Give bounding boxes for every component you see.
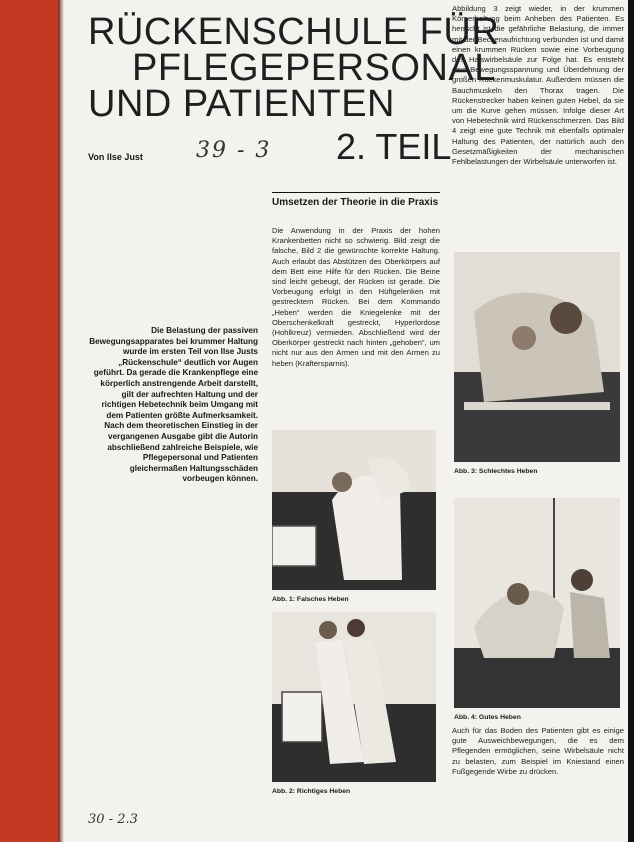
right-column-top-text: Abbildung 3 zeigt wieder, in der krummen Körperhaltung beim Anheben des Patienten. Es herrscht ist die gefährliche Belastung, die immer mit der Beckenaufrichtung verbunden ist und damit einen krummen Rücken sowie eine Vorbeugung des Halswirbelsäule zur Folge hat. Es entsteht eine Bewegungsspannung und Überdehnung der großen Rückenmuskulatur. Außerdem müssen die Bauchmuskeln den Thorax tragen. Die Rückenstrecker haben keinen guten Hebel, da sie um die Kurve gehen müssen. Infolge dieser Art von Hebetechnik wird Rückenschmerzen. Das Bild 4 zeigt eine gute Technik mit ebenfalls optimaler Haltung des Patienten, der natürlich auch den Gesetzmäßigkeiten der mechanischen Fehlbelastungen der Wirbelsäule unterworfen ist. — [452, 4, 624, 167]
title-line-1: RÜCKENSCHULE FÜR — [88, 11, 500, 53]
figure-3-photo — [454, 252, 620, 462]
title-line-3: UND PATIENTEN — [88, 83, 395, 125]
figure-2-photo — [272, 612, 436, 782]
figure-1-caption: Abb. 1: Falsches Heben — [272, 596, 349, 603]
right-column-bottom-text: Auch für das Boden des Patienten gibt es einige gute Ausweichbewegungen, die es dem Pflegenden ermöglichen, seine Wirbelsäule nicht zu belasten, zum Beispiel im Kniestand einen Fußgegende Wirbe zu drücken. — [452, 726, 624, 776]
right-column-bottom — [452, 726, 624, 777]
section-body — [272, 226, 440, 369]
lead-text: Die Belastung der passiven Bewegungsapparates bei krummer Haltung wurde im ersten Teil von Ilse Justs „Rückenschule“ deutlich vor Augen geführt. Da gerade die Krankenpflege eine körperlich anstrengende Arbeit darstellt, gilt der aufrechten Haltung und der richtigen Hebetechnik beim Umgang mit dem Patienten größte Aufmerksamkeit. Nach dem theoretischen Einstieg in der vergangenen Ausgabe gibt die Autorin abschließend zahlreiche Beispiele, wie Pflegepersonal und Patienten gleichermaßen Haltungsschäden vorbeugen können. — [89, 326, 258, 484]
section-body-text: Die Anwendung in der Praxis der hohen Krankenbetten nicht so schwierig. Bild zeigt die falsche, Bild 2 die gewünschte korrekte Haltung. Auch erlaubt das Abstützen des Oberkörpers auf dem Bett eine Hilfe für den Rücken. Die Beine sind leicht gebeugt, der Rücken ist gerade. Die Vorbeugung erfolgt in den Hüftgelenken mit gestrecktem Rücken. Bei dem Kommando „Heben“ werden die Kniegelenke mit der Oberschenkelkraft gestreckt, Hyperlordose (Hohlkreuz) vermieden. Abschließend wird der Oberkörper gestreckt nach hinten „gehoben“, um nicht nur aus den Armen und mit den Armen zu heben (Kraftersparnis). — [272, 226, 440, 368]
figure-1-photo — [272, 430, 436, 590]
figure-4-photo — [454, 498, 620, 708]
article-title — [88, 11, 500, 125]
part-label: 2. TEIL — [336, 126, 452, 167]
figure-2-caption: Abb. 2: Richtiges Heben — [272, 788, 351, 795]
page-number: 30 - 2.3 — [88, 812, 138, 827]
lead-paragraph — [88, 326, 258, 485]
figure-3-caption: Abb. 3: Schlechtes Heben — [454, 468, 538, 475]
binder-shadow — [58, 0, 64, 842]
title-line-2: PFLEGEPERSONAL — [132, 47, 496, 89]
figure-4-caption: Abb. 4: Gutes Heben — [454, 714, 521, 721]
handwritten-note: 39 - 3 — [196, 138, 272, 163]
page-edge — [628, 0, 634, 842]
section-heading: Umsetzen der Theorie in die Praxis — [272, 192, 440, 209]
right-column-top — [452, 4, 624, 167]
author-line: Von Ilse Just — [88, 152, 143, 162]
binder-edge — [0, 0, 58, 842]
